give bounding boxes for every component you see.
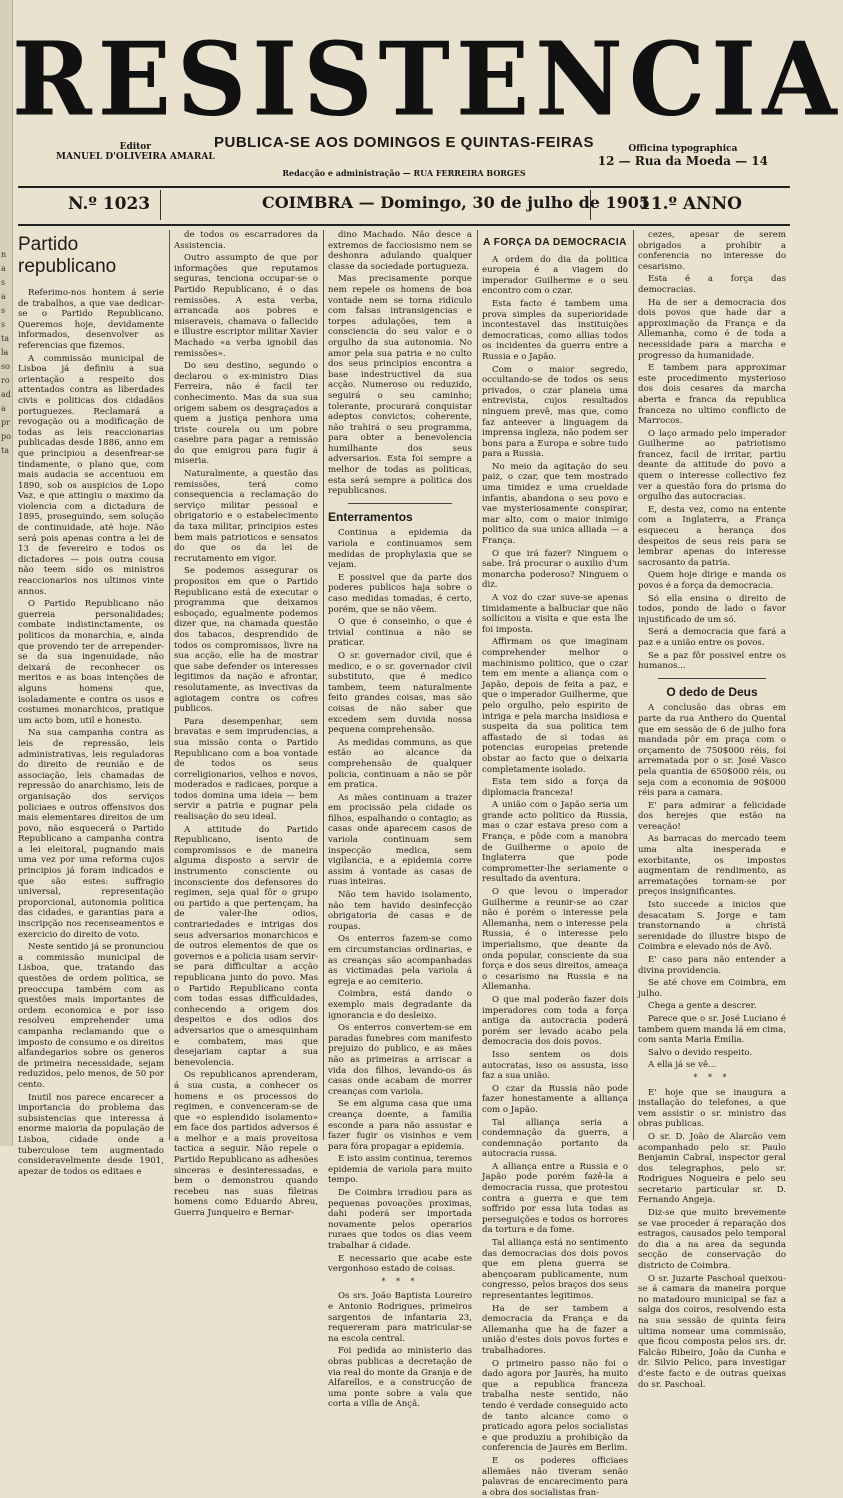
- binding-fragment: po: [1, 432, 11, 441]
- paragraph: O que levou o imperador Guilherme a reunir-se ao czar não é porém o interesse pela Allemanha, nem o interesse pela Russia, é o interesse pelo imperialismo, que deante da onda popular, consciente da sua força e dos seus direitos, ameaça o cesarismo na Russia e na Allemanha.: [482, 887, 628, 993]
- paragraph: Os republicanos aprenderam, á sua custa, a conhecer os homens e os processos do regimen, e convenceram-se de que «o esplendido isolamento» em face dos partidos adversos é a melhor e a mais proveitosa tactica a seguir. Não repele o Partido Republicano as adhesões sinceras e desinteressadas, e bem o demonstrou quando recebeu nas suas fileiras homens como Eduardo Abreu, Guerra Junqueiro e Bernar-: [174, 1070, 318, 1219]
- column-paragraphs: [328, 230, 472, 497]
- paragraph: Referimo-nos hontem á serie de trabalhos, a que vae dedicar-se o Partido Republicano. Queremos hoje, devidamente informados, desenvolver as referencias que fizemos.: [18, 288, 164, 351]
- paragraph: dino Machado. Não desce a extremos de facciosismo nem se deshonra adulando qualquer classe da sociedade portugueza.: [328, 230, 472, 272]
- paragraph: Com o maior segredo, occultando-se de todos os seus privados, o czar planeia uma entrevista, cujos resultados ninguem prevê, mas que, como faz anteever a linguagem da imprensa ingleza, não podem ser bons para a Europa e sobre tudo para a Russia.: [482, 364, 628, 460]
- paragraph: Inutil nos parece encarecer a importancia do problema das subsistencias que interessa á enorme maioria da população de Lisboa, cidade onde a tuberculose tem augmentado consideravelmente desde 1901, apezar de todos os editaes e: [18, 1092, 164, 1177]
- paragraph: Coimbra, está dando o exemplo mais degradante da ignorancia e do desleixo.: [328, 989, 472, 1021]
- paragraph: Esta é a força das democracias.: [638, 274, 786, 295]
- paragraph: A commissão municipal de Lisboa já definiu a sua orientação a respeito dos attentados contra as liberdades civis e politicas dos cidadãos portuguezes. Reclamará a revogação ou a modificação de todas as leis reaccionarias publicadas desde 1886, anno em que principiou a desenfrear-se tindamente, o plano que, com mais audacia se accentuou em 1890, sob os auspicios de Lopo Vaz, e que attingiu o maximo da violencia com a dictadura de 1895, proseguindo, sem solução de continuidade, até hoje. Não será pois apenas contra a lei de 13 de fevereiro e todos os dictadores — pois outra cousa não teem sido os ministros reaccionarios nos ultimos vinte annos.: [18, 353, 164, 597]
- binding-fragment: n: [1, 250, 7, 259]
- tail-paragraphs: [638, 1088, 786, 1391]
- binding-fragment: ro: [1, 376, 10, 385]
- paragraph: Não tem havido isolamento, não tem havido desinfecção obrigatoria de casas e de roupas.: [328, 890, 472, 932]
- article-heading: Partido republicano: [18, 234, 117, 277]
- paragraph: Diz-se que muito brevemente se vae proceder á reparação dos estragos, causados pelo temporal do dia a na area da segunda secção de conservação do districto de Coimbra.: [638, 1208, 786, 1272]
- paragraph: de todos os escarradores da Assistencia.: [174, 230, 318, 251]
- editor-block: [56, 142, 215, 162]
- paragraph: Os enterros fazem-se como em circumstancias ordinarias, e as creanças são acompanhadas as victimadas pela variola á egreja e ao cemiterio.: [328, 934, 472, 987]
- binding-fragment: ta: [1, 334, 9, 343]
- column-1: [18, 230, 164, 1177]
- paragraph: E' caso para não entender a divina providencia.: [638, 955, 786, 976]
- paragraph: Foi pedida ao ministerio das obras publicas a decretação de via real do monte da Granja e de Alfarellos, e a construcção de uma ponte sobre a vala que corta a villa de Ançã.: [328, 1346, 472, 1410]
- paragraph: O Partido Republicano não guerreia personalidades; combate indistinctamente, os politicos da monarchia, e, ainda que provendo ter de arrepender-se da sua ingenuidade, não deixará de reconhecer os meritos e as boas intenções de alguns homens que, isoladamente e contra os usos e costumes monarchicos, pratique um acto bom, util e honesto.: [18, 599, 164, 726]
- paragraph: As barracas do mercado teem uma alta inesperada e exorbitante, os impostos augmentam de rendimento, as arrematações tornam-se por preços insignificantes.: [638, 834, 786, 898]
- paragraph: Os srs. João Baptista Loureiro e Antonio Rodrigues, primeiros sargentos de infantaria 23, requereram para matricular-se na escola central.: [328, 1291, 472, 1344]
- tail-paragraphs: [328, 1291, 472, 1410]
- office-address: 12 — Rua da Moeda — 14: [597, 154, 768, 168]
- column-divider: [169, 230, 170, 1140]
- paragraph: Os enterros convertem-se em paradas funebres com manifesto prejuizo do publico, e as mães não as primeiras a arriscar a vida dos filhos, levando-os ás casas onde acabam de morrer creanças com variola.: [328, 1023, 472, 1097]
- paragraph: E, desta vez, como na entente com a Inglaterra, a França esqueceu a herança dos despeitos de seus reis para se lembrar apenas do interesse sacrosanto da patria.: [638, 504, 786, 568]
- paragraph: Neste sentido já se pronunciou a commissão municipal de Lisboa, que, tratando das questões de ordem politica, se preoccupa também com as questões mais importantes de ordem economica e por isso resolveu emprehender uma campanha reclamando que o imposto de consumo e os direitos alfandegarios sobre os generos de primeira necessidade, sejam reduzidos, pelo menos, de 50 por cento.: [18, 942, 164, 1090]
- paragraph: E os poderes officiaes allemães não tiveram senão palavras de encarecimento para a obra dos socialistas fran-: [482, 1455, 628, 1498]
- paragraph: A attitude do Partido Republicano, isento de compromissos e de maneira alguma disposto a servir de instrumento consciente ou inconsciente dos defensores do regimen, seja qual fôr o grupo ou partido a que pertençam, ha de valer-lhe odios, contrariedades e intrigas dos seus adversarios monarchicos e de outros elementos de que os governos e a policia usam servir-se para difficultar a acção republicana junto do povo. Mas o Partido Republicano conta com todas essas difficuldades, conhecendo a origem dos despeitos e dos odios dos adversarios que o amesquinham e combatem, mas que desejariam captar a sua benevolencia.: [174, 824, 319, 1068]
- paragraph: A conclusão das obras em parte da rua Anthero do Quental que em sessão de 6 de julho fora mandada pôr em praça com o orçamento de 750$000 réis, foi arrematada por o sr. José Vasco pela quantia de 650$000 réis, ou seja com a economia de 90$000 réis para a camara.: [638, 703, 786, 799]
- section-rule: [658, 678, 766, 679]
- paragraph: A voz do czar suve-se apenas timidamente a balbuciar que não sollicitou a visita e que esta lhe foi imposta.: [482, 593, 628, 635]
- dateline-separator: [160, 190, 161, 220]
- binding-fragment: a: [1, 404, 6, 413]
- paragraph: A união com o Japão seria um grande acto politico da Russia, mas o czar estava preso com a França, e pôde com a manobra de Guilherme o apoio de Inglaterra que pode comprometter-lhe seriamente o resultado da aventura.: [482, 800, 628, 885]
- paragraph: Ha de ser a democracia dos dois povos que hade dar a approximação da França e da Allemanha, como é de toda a necessidade para a marcha e progresso da humanidade.: [638, 297, 786, 361]
- paragraph: E necessario que acabe este vergonhoso estado de coisas.: [328, 1253, 472, 1275]
- office-block: [598, 144, 768, 168]
- binding-fragment: s: [1, 320, 6, 329]
- binding-fragment: la: [1, 348, 9, 357]
- paragraph: O sr. Juzarte Paschoal queixou-se á camara da maneira porque no matadouro municipal se faz a salga dos coiros, resolvendo esta na sua sessão de quinta feira ultima nomear uma commissão, que ficou composta pelos srs. dr. Falcão Ribeiro, João da Cunha e dr. Silvio Pelico, para investigar d'este facto e de outras queixas do sr. Paschoal.: [638, 1273, 786, 1390]
- column-paragraphs: [638, 230, 786, 672]
- article-columns: [12, 224, 796, 1498]
- paragraph: Só ella ensina o direito de todos, pondo de lado o favor injustificado de um só.: [638, 593, 786, 625]
- paragraph: E isto assim continua, teremos epidemia de variola para muito tempo.: [328, 1154, 472, 1186]
- paragraph: Do seu destino, segundo o declarou o ex-ministro Dias Ferreira, não é facil ter conhecimento. Mas da sua sua origem sabem os desgraçados a quem a justiça penhora uma triste courela ou um pobre casebre para pagar a remissão do que emigrou para fugir á miseria.: [174, 361, 318, 467]
- paragraph: Se a paz fôr possivel entre os humanos...: [638, 650, 786, 672]
- paragraph: O sr. governador civil, que é medico, e o sr. governador civil substituto, que é medico tambem, teem naturalmente feito grandes coisas, mas são coisas de não saber que excedem sem duvida nossa pequena comprehensão.: [328, 650, 472, 736]
- paragraph: Outro assumpto de que por informações que reputamos seguras, tenciona occupar-se o Partido Republicano, é o das remissões. A esta verba, arrancada aos pobres e miseraveis, chamava o fallecido e illustre escriptor militar Xavier Machado «a verba ignobil das remissões».: [174, 253, 318, 359]
- paragraph: E' para admirar a felicidade dos herejes que estão na vereação!: [638, 800, 786, 832]
- paragraph: No meio da agitação do seu paiz, o czar, que tem mostrado uma timidez e uma crueldade infantis, abandona o seu povo e vae mysteriosamente conspirar, mar alto, com o maior inimigo politico da sua unica alliada — a França.: [482, 461, 628, 547]
- column-2: [174, 230, 319, 1219]
- newspaper-title: RESISTENCIA: [12, 20, 843, 139]
- separator-stars: * * *: [381, 1276, 419, 1286]
- binding-fragment: a: [1, 292, 6, 301]
- binding-fragment: a: [1, 264, 6, 273]
- editor-label: Editor: [119, 142, 152, 152]
- binding-fragment: s: [1, 306, 6, 315]
- paragraph: Na sua campanha contra as leis de repressão, leis administrativas, leis reguladoras do direito de reunião e de associação, leis chamadas de repressão do anarchismo, leis de organisação dos serviços policiaes e outros offensivos dos mais elementares direitos de um povo, não esquecerá o Partido Republicano a campanha contra a lei eleitoral, pugnando mais uma vez por uma reforma cujos principios já foram indicados e que são estes: suffragio universal, representação proporcional, autonomia politica das cidades, e garantias para a inscripção nos recenseamentos e exercicio do direito de voto.: [18, 728, 164, 940]
- dateline: [12, 188, 796, 224]
- section-heading: O dedo de Deus: [666, 684, 758, 699]
- paragraph: Esta facto é tambem uma prova simples da superioridade incontestavel das instituições democraticas, como allias todos os incidentes da guerra entre a Russia e o Japão.: [482, 298, 628, 362]
- paragraph: O que é conseinho, o que é trivial continua a não se praticar.: [328, 617, 472, 649]
- column-paragraphs: [482, 255, 628, 1498]
- column-divider: [323, 230, 324, 1140]
- editor-name: MANUEL D'OLIVEIRA AMARAL: [56, 152, 215, 162]
- binding-fragment: ta: [1, 446, 9, 455]
- binding-fragment: pr: [1, 418, 10, 427]
- paragraph: Chega a gente a descrer.: [648, 1001, 757, 1012]
- section-rule: [348, 503, 452, 504]
- column-3: [328, 230, 472, 1410]
- masthead: [12, 0, 843, 196]
- issue-number: N.º 1023: [68, 194, 151, 214]
- paragraph: A ordem do dia da politica europeia é a viagem do imperador Guilherme e o seu encontro com o czar.: [482, 254, 628, 297]
- binding-fragment: so: [1, 362, 10, 371]
- paragraph: O laço armado pelo imperador Guilherme ao patriotismo francez, facil de irritar, partiu deante da attitude do povo a quem o interesse collectivo fez ver a questão fora do prisma do orgulho das autocracias.: [638, 428, 786, 503]
- publication-schedule: PUBLICA-SE AOS DOMINGOS E QUINTAS-FEIRAS: [213, 134, 594, 151]
- article-heading: A FORÇA DA DEMOCRACIA: [483, 237, 627, 248]
- paragraph: O que irá fazer? Ninguem o sabe. Irá procurar o auxilio d'um monarcha poderoso? Ninguem o diz.: [482, 548, 628, 591]
- paragraph: Affirmam os que imaginam comprehender melhor o machinismo politico, que o czar tem em mente a aliança com o Japão, depois de feita a paz, e que o imperador Guilherme, que pelo orgulho, pelo espirito de intriga e pela marcha insidiosa e suspeita da sua politica tem affastado de si todas as potencias europeias pretende obstar ao facto que o deixaria completamente isolado.: [482, 637, 628, 775]
- paragraph: A alliança entre a Russia e o Japão pode porém fazê-la a democracia russa, que protestou contra a guerra e que tem soffrido por essa luta todas as perseguições e todos os horrores da tortura e da fome.: [482, 1161, 628, 1236]
- paragraph: Se em alguma casa que uma creança doente, a familia esconde a para não assustar e fazer fugir os visinhos e vem para fóra propagar a epidemia.: [328, 1099, 472, 1152]
- paragraph: Quem hoje dirige e manda os povos é a força da democracia.: [638, 570, 786, 591]
- column-4: [482, 230, 628, 1498]
- paragraph: Será a democracia que fará a paz e a união entre os povos.: [638, 627, 786, 648]
- paragraph: As mães continuam a trazer em procissão pela cidade os filhos, espalhando o contagio; as casas onde aparecem casos de variola continuam sem inspecção medica, sem vigilancia, e a epidemia corre assim á vontade as casas de ruas inteiras.: [328, 792, 472, 888]
- paragraph: E tambem para approximar este procedimento mysterioso dos dois cesares da marcha aberta e franca da republica franceza no ultimo conflicto de Marrocos.: [638, 363, 786, 427]
- paragraph: E' hoje que se inaugura a installação do telefones, a que vem assistir o sr. ministro das obras publicas.: [638, 1087, 786, 1130]
- paragraph: Ha de ser tambem a democracia da França e da Allemanha que ha de fazer a união d'estes dois povos fortes e trabalhadores.: [482, 1303, 628, 1356]
- paragraph: Isto succede a inicios que desacatam S. Jorge e tam transtornando a christã serenidade do illustre bispo de Coimbra e elevado nós de Avô.: [638, 900, 786, 953]
- paragraph: Esta tem sido a força da diplomacia franceza!: [482, 777, 628, 798]
- section-paragraphs: [328, 528, 472, 1274]
- column-paragraphs: [18, 288, 164, 1177]
- paragraph: Salvo o devido respeito.: [648, 1047, 753, 1058]
- column-divider: [477, 230, 478, 1140]
- paragraph: Isso sentem os dois autocratas, isso os assusta, isso faz a sua união.: [482, 1049, 628, 1082]
- section-paragraphs: [638, 703, 786, 1071]
- paragraph: Continua a epidemia da variola e continuamos sem medidas de prophylaxia que se vejam.: [328, 528, 472, 571]
- paragraph: Se até chove em Coimbra, em julho.: [638, 978, 786, 999]
- paragraph: O primeiro passo não foi o dado agora por Jaurès, ha muito que a republica franceza trabalha neste sentido, não tendo é verdade conseguido acto de tanto alcance como o praticado agora pelos socialistas e que produziu a prohibição da conferencia de Jaurès em Berlim.: [482, 1358, 628, 1454]
- paragraph: O czar da Russia não pode fazer honestamente a alliança com o Japão.: [482, 1083, 628, 1115]
- separator-stars: * * *: [693, 1072, 731, 1082]
- paragraph: O que mal poderão fazer dois imperadores com toda a força antiga da autocracia poderá porém ser levado acabo pela democracia dos dois povos.: [482, 994, 628, 1048]
- paragraph: De Coimbra irradiou para as pequenas povoações proximas, dahi poderá ser importada novamente pelos operarios ruraes que todos os dias veem trabalhar á cidade.: [328, 1188, 472, 1252]
- redaccao-address: Redacção e administração — RUA FERREIRA BORGES: [282, 168, 526, 178]
- section-heading: Enterramentos: [328, 509, 413, 524]
- office-label: Officina typographica: [628, 144, 738, 154]
- paragraph: Para desempenhar, sem bravatas e sem imprudencias, a sua missão conta o Partido Republicano com a boa vontade de todos os seus correligionarios, velhos e novos, moderados e radicaes, porque a todos domina uma ideia — bem servir a patria e pugnar pela realisação do seu ideal.: [174, 716, 318, 823]
- paragraph: cezes, apesar de serem obrigados a prohibir a conferencia no interesse do cesarismo.: [638, 230, 786, 272]
- paragraph: Tal alliança seria a condemnação da guerra, a condemnação portanto da autocracia russa.: [482, 1117, 628, 1160]
- paragraph: Se podemos assegurar os propositos em que o Partido Republicano está de executar o programma que deixamos esboçado, egualmente podemos dizer que, na chamada questão dos tabacos, desprendido de todos os compromissos, livre na sua acção, elle ha de mostrar que sabe defender os interesses legitimos da nação e afrontar, resolutamente, as invectivas da agiotagem contra os cofres publicos.: [174, 566, 318, 715]
- binding-fragment: ad: [1, 390, 11, 399]
- issue-date: COIMBRA — Domingo, 30 de julho de 1905: [262, 193, 651, 212]
- column-divider: [633, 230, 634, 1140]
- paragraph: A ella já se vê...: [648, 1060, 717, 1071]
- paragraph: E possivel que da parte dos poderes publicos haja sobre o caso medidas tomadas, é certo, porém, que se não vêem.: [328, 572, 472, 615]
- paragraph: Naturalmente, a questão das remissões, terá como consequencia a reclamação do serviço militar pessoal e obrigatorio e o estabelecimento da taxa militar, principios estes bem mais patrioticos e sensatos do que os da lei de recrutamento em vigor.: [174, 469, 318, 564]
- paragraph: Tal alliança está no sentimento das democracias dos dois povos que em plena guerra se abençoaram publicamente, num congresso, pelos braços dos seus representantes legitimos.: [482, 1238, 628, 1301]
- paragraph: Mas precisamente porque nem repele os homens de boa vontade nem se torna ridiculo com falsas intransigencias e torpes adulações, tem a consciencia do seu valor e o orgulho da sua autonomia. No amor pela sua patria e no culto dos seus principios encontra a base indestructivel da sua acção. Numeroso ou reduzido, seguirá o seu caminho; tolerante, procurará conquistar adeptos convictos; coherente, não trahirá o seu programma, para obter a benevolencia humilhante dos seus adversarios. Esta foi sempre a melhor de todas as politicas, esta será sempre a politica dos republicanos.: [328, 274, 472, 497]
- paragraph: O sr. D. João de Alarcão vem acompanhado pelo sr. Paulo Benjamin Cabral, inspector geral dos telegraphos, pelo sr. Rodrigues Nogueira e pelo seu secretario particular sr. D. Fernando Angeja.: [638, 1131, 786, 1206]
- column-5: [638, 230, 786, 1390]
- column-paragraphs: [174, 230, 318, 1219]
- paragraph: As medidas communs, as que estão ao alcance da comprehensão de qualquer policia, continuam a não se pôr em pratica.: [328, 737, 472, 791]
- paragraph: Parece que o sr. José Luciano é tambem quem manda lá em cima, com santa Maria Emilia.: [638, 1013, 786, 1046]
- binding-fragment: s: [1, 278, 6, 287]
- issue-year: 11.º ANNO: [638, 194, 742, 214]
